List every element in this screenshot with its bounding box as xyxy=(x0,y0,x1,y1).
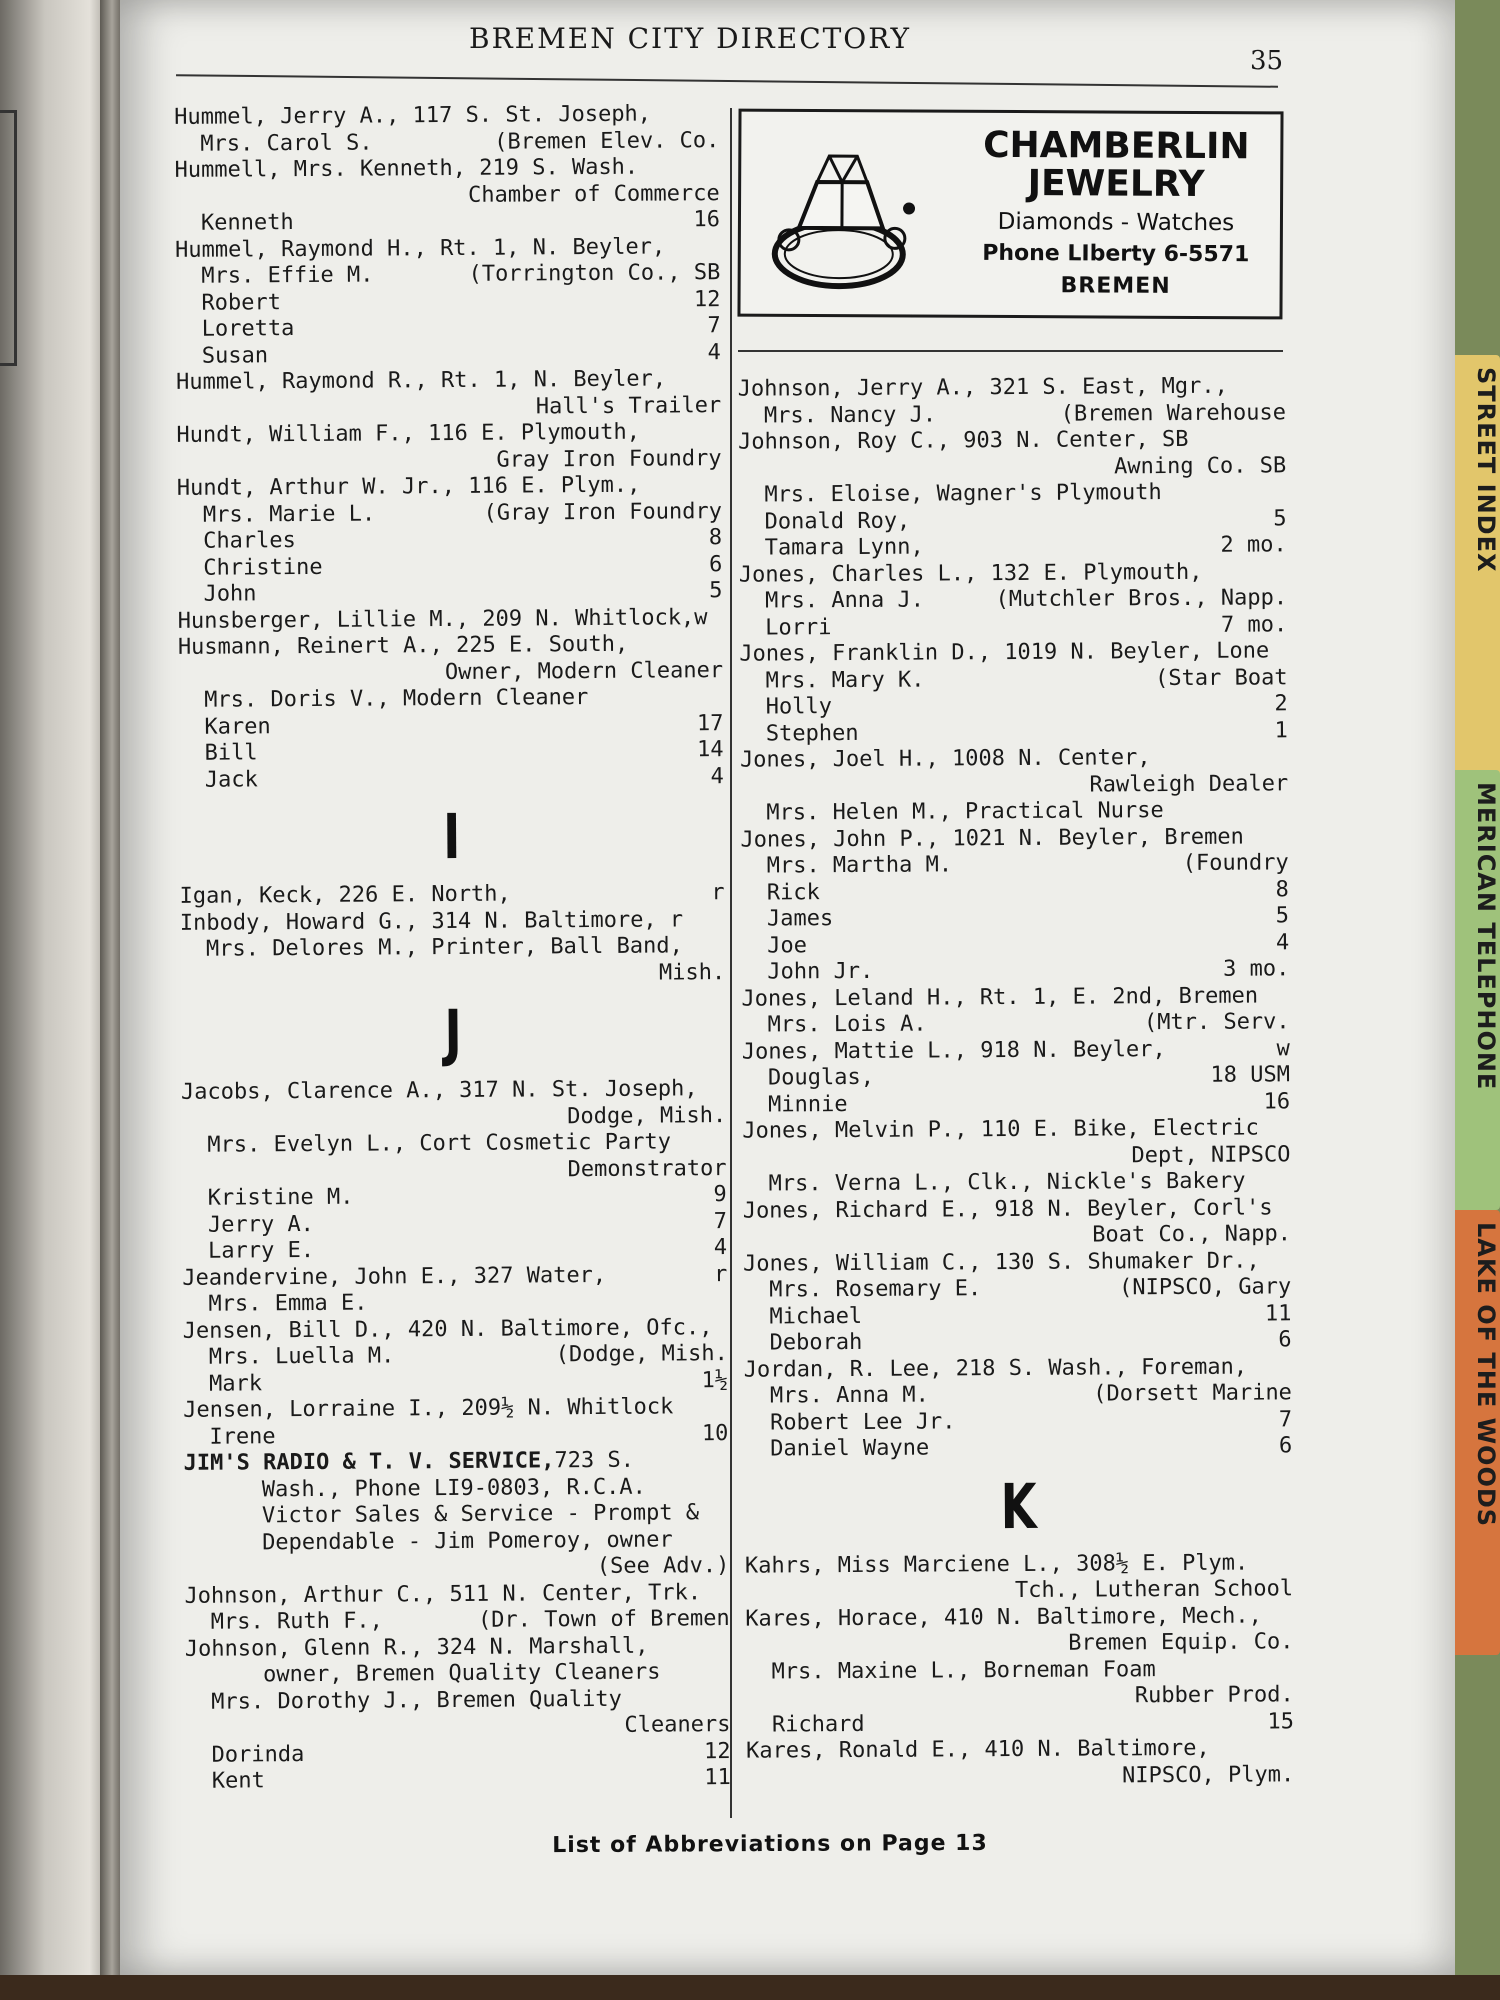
directory-entry-line xyxy=(746,1656,1294,1686)
directory-entry-line xyxy=(180,933,725,963)
entry-detail: 4 xyxy=(1275,929,1290,955)
directory-entry-line xyxy=(740,744,1288,774)
entry-text: Mrs. Marie L. xyxy=(202,501,376,528)
directory-entry-line xyxy=(744,1407,1292,1437)
directory-entry-line xyxy=(739,585,1287,615)
entry-detail: 10 xyxy=(701,1420,729,1446)
entry-detail: 4 xyxy=(707,339,721,365)
directory-entry-line xyxy=(743,1248,1291,1278)
entry-text: Loretta xyxy=(201,316,295,342)
directory-entry-line xyxy=(742,1089,1290,1119)
entry-text: Husmann, Reinert A., 225 E. South, xyxy=(177,631,629,660)
diamond-ring-icon xyxy=(758,142,939,313)
directory-entry-line xyxy=(177,525,722,555)
entry-text: Johnson, Glenn R., 324 N. Marshall, xyxy=(184,1633,649,1662)
entry-text: Lorri xyxy=(765,614,832,641)
entry-detail: 5 xyxy=(1273,505,1287,531)
entry-text: Mrs. Emma E. xyxy=(208,1290,368,1317)
directory-entry-line xyxy=(744,1327,1292,1357)
directory-entry-line xyxy=(184,1527,729,1557)
entry-detail: Dodge, Mish. xyxy=(567,1102,727,1129)
ad-city: BREMEN xyxy=(1060,273,1171,299)
directory-entry-line xyxy=(740,771,1288,801)
directory-entry-line xyxy=(184,1447,729,1477)
directory-entry-line xyxy=(179,764,724,794)
entry-detail: 3 mo. xyxy=(1223,956,1290,982)
entry-detail: 7 xyxy=(713,1208,727,1234)
directory-entry-line xyxy=(178,631,723,661)
left-column-entries xyxy=(174,101,731,1795)
entry-text: Robert Lee Jr. xyxy=(769,1408,956,1436)
directory-entry-line xyxy=(174,101,719,131)
directory-entry-line xyxy=(185,1659,730,1689)
entry-text: Mrs. Anna M. xyxy=(769,1382,929,1409)
entry-text: Rick xyxy=(766,879,820,906)
directory-entry-line xyxy=(744,1354,1292,1384)
entry-text: Daniel Wayne xyxy=(770,1435,930,1462)
table-surface xyxy=(0,1975,1500,2000)
entry-detail: 1 xyxy=(1274,717,1288,743)
entry-detail: (Torrington Co., SB xyxy=(468,260,721,287)
entry-text: Karen xyxy=(204,713,271,740)
entry-text: Jones, John P., 1021 N. Beyler, Bremen xyxy=(740,824,1244,853)
entry-detail: NIPSCO, Plym. xyxy=(1121,1761,1295,1788)
entry-detail: 2 mo. xyxy=(1220,532,1287,558)
directory-entry-line xyxy=(742,1009,1290,1039)
entry-text: Jensen, Bill D., 420 N. Baltimore, Ofc., xyxy=(182,1314,713,1344)
entry-detail: Bremen Equip. Co. xyxy=(1068,1629,1294,1656)
entry-text: Jensen, Lorraine I., 209½ N. Whitlock xyxy=(183,1394,674,1423)
entry-text: Hummel, Raymond H., Rt. 1, N. Beyler, xyxy=(175,233,666,263)
entry-text: Mrs. Delores M., Printer, Ball Band, xyxy=(205,933,683,962)
entry-detail: 9 xyxy=(713,1182,727,1208)
entry-text: Mrs. Rosemary E. xyxy=(769,1276,982,1303)
entry-text: Jacobs, Clarence A., 317 N. St. Joseph, xyxy=(180,1076,698,1105)
entry-text: Holly xyxy=(765,694,833,720)
directory-entry-line xyxy=(739,638,1287,668)
directory-entry-line xyxy=(182,1182,727,1212)
entry-text: Mrs. Ruth F., xyxy=(210,1608,383,1635)
directory-entry-line xyxy=(178,684,723,714)
directory-entry-line xyxy=(177,578,722,608)
column-divider xyxy=(730,108,732,1818)
entry-detail: 4 xyxy=(710,763,724,789)
entry-detail: Awning Co. SB xyxy=(1113,452,1287,479)
entry-detail: 17 xyxy=(696,710,724,736)
directory-entry-line xyxy=(741,903,1289,933)
entry-text: Kares, Horace, 410 N. Baltimore, Mech., xyxy=(745,1603,1262,1632)
entry-detail: 11 xyxy=(704,1765,731,1791)
directory-entry-line xyxy=(741,877,1289,907)
entry-text: Jones, Franklin D., 1019 N. Beyler, Lone xyxy=(739,638,1270,667)
entry-text: Richard xyxy=(771,1711,865,1738)
entry-text: Mrs. Verna L., Clk., Nickle's Bakery xyxy=(768,1168,1246,1197)
entry-detail: (Gray Iron Foundry xyxy=(483,498,723,526)
entry-text: Dependable - Jim Pomeroy, owner xyxy=(262,1526,673,1555)
ad-separator-rule xyxy=(738,350,1283,352)
directory-entry-line xyxy=(182,1235,727,1265)
entry-text: Jeandervine, John E., 327 Water, xyxy=(182,1262,607,1291)
entry-text: Hundt, William F., 116 E. Plymouth, xyxy=(176,419,641,448)
directory-entry-line xyxy=(738,400,1286,430)
entry-text: James xyxy=(766,906,834,932)
entry-detail: 7 xyxy=(707,313,721,339)
entry-text: Irene xyxy=(209,1423,276,1450)
entry-text: Jones, Charles L., 132 E. Plymouth, xyxy=(738,559,1203,588)
entry-text: Donald Roy, xyxy=(764,508,911,535)
entry-text: Minnie xyxy=(768,1091,848,1118)
entry-detail: 12 xyxy=(704,1738,731,1764)
directory-entry-line xyxy=(181,1103,726,1133)
entry-detail: 5 xyxy=(1275,903,1290,929)
directory-entry-line xyxy=(177,499,722,529)
entry-text: Inbody, Howard G., 314 N. Baltimore, r xyxy=(179,906,684,936)
entry-text: Bill xyxy=(204,740,258,766)
directory-entry-line xyxy=(176,366,721,396)
directory-entry-line xyxy=(185,1712,730,1742)
entry-detail: (See Adv.) xyxy=(596,1553,730,1580)
directory-entry-line xyxy=(177,472,722,502)
entry-detail: 4 xyxy=(713,1235,728,1261)
directory-entry-line xyxy=(738,426,1286,456)
directory-entry-line xyxy=(743,1221,1291,1251)
directory-entry-line xyxy=(181,1129,726,1159)
chamberlin-jewelry-ad xyxy=(737,109,1283,320)
entry-text: Johnson, Roy C., 903 N. Center, SB xyxy=(738,426,1189,455)
directory-entry-line xyxy=(176,313,721,343)
directory-entry-line xyxy=(186,1765,731,1795)
directory-entry-line xyxy=(176,393,721,423)
directory-entry-line xyxy=(184,1580,729,1610)
directory-entry-line xyxy=(746,1682,1294,1712)
directory-entry-line xyxy=(740,824,1288,854)
directory-entry-line xyxy=(741,956,1289,986)
entry-detail: 15 xyxy=(1267,1708,1294,1734)
entry-text: Mark xyxy=(208,1370,263,1397)
ad-name-line1: CHAMBERLIN xyxy=(983,124,1250,168)
directory-entry-line xyxy=(181,1076,726,1106)
directory-entry-line xyxy=(739,665,1287,695)
directory-entry-line xyxy=(175,207,720,237)
entry-text: Joe xyxy=(767,932,807,959)
entry-detail: 16 xyxy=(693,207,721,233)
directory-entry-line xyxy=(182,1209,727,1239)
ad-name-line2: JEWELRY xyxy=(1027,163,1205,206)
tab-street-index[interactable]: STREET INDEX xyxy=(1455,355,1500,785)
right-column-entries xyxy=(738,373,1295,1791)
business-name: JIM'S RADIO & T. V. SERVICE, xyxy=(183,1448,555,1476)
entry-text: Douglas, xyxy=(767,1064,875,1091)
entry-detail: (Dodge, Mish. xyxy=(555,1341,728,1368)
entry-detail: 7 mo. xyxy=(1220,611,1288,638)
entry-text: Mrs. Anna J. xyxy=(764,587,925,614)
adjacent-page-box xyxy=(0,110,17,366)
directory-entry-line xyxy=(746,1762,1294,1792)
directory-entry-line xyxy=(738,479,1286,509)
entry-detail: 6 xyxy=(1278,1433,1293,1459)
directory-entry-line xyxy=(180,880,725,910)
directory-entry-line xyxy=(739,612,1287,642)
entry-text: Jones, Melvin P., 110 E. Bike, Electric xyxy=(742,1115,1259,1144)
entry-detail: Dept, NIPSCO xyxy=(1131,1141,1291,1168)
directory-entry-line xyxy=(744,1380,1292,1410)
entry-detail: Rubber Prod. xyxy=(1134,1682,1294,1709)
ad-phone: Phone LIberty 6-5571 xyxy=(982,240,1250,268)
directory-entry-line xyxy=(745,1550,1293,1580)
directory-entry-line xyxy=(742,1062,1290,1092)
entry-detail: (Foundry xyxy=(1182,850,1289,876)
directory-entry-line xyxy=(740,691,1288,721)
directory-entry-line xyxy=(180,907,725,937)
entry-detail: 7 xyxy=(1278,1406,1293,1432)
directory-entry-line xyxy=(181,1156,726,1186)
directory-entry-line xyxy=(185,1686,730,1716)
entry-detail: 8 xyxy=(708,525,723,551)
entry-text: Kares, Ronald E., 410 N. Baltimore, xyxy=(746,1735,1210,1764)
directory-entry-line xyxy=(741,983,1289,1013)
directory-entry-line xyxy=(738,453,1286,483)
entry-text: Kent xyxy=(211,1768,265,1794)
directory-entry-line xyxy=(742,1142,1290,1172)
entry-text: Igan, Keck, 226 E. North, xyxy=(179,881,511,909)
directory-entry-line xyxy=(185,1606,730,1636)
directory-entry-line xyxy=(177,552,722,582)
directory-entry-line xyxy=(184,1474,729,1504)
directory-entry-line xyxy=(175,181,720,211)
page-footer: List of Abbreviations on Page 13 xyxy=(552,1830,988,1859)
entry-detail: w xyxy=(1276,1035,1290,1061)
entry-text: Mrs. Helen M., Practical Nurse xyxy=(766,798,1164,826)
entry-text: 723 S. xyxy=(554,1447,635,1474)
entry-text: owner, Bremen Quality Cleaners xyxy=(262,1659,661,1688)
directory-entry-line xyxy=(180,960,725,990)
entry-text: Mrs. Maxine L., Borneman Foam xyxy=(771,1656,1156,1685)
directory-entry-line xyxy=(746,1735,1294,1765)
directory-entry-line xyxy=(184,1553,729,1583)
entry-detail: (Dr. Town of Bremen xyxy=(477,1606,730,1633)
directory-entry-line xyxy=(742,1036,1290,1066)
section-letter: K xyxy=(1000,1469,1037,1543)
entry-text: Mrs. Eloise, Wagner's Plymouth xyxy=(764,480,1162,508)
entry-text: Larry E. xyxy=(208,1237,315,1264)
entry-text: Johnson, Jerry A., 321 S. East, Mgr., xyxy=(737,373,1228,402)
entry-detail: Chamber of Commerce xyxy=(467,180,720,208)
entry-detail: Rawleigh Dealer xyxy=(1089,770,1289,798)
directory-entry-line xyxy=(741,930,1289,960)
entry-detail: 11 xyxy=(1264,1300,1292,1326)
entry-text: Dorinda xyxy=(211,1741,305,1768)
directory-entry-line xyxy=(739,559,1287,589)
entry-text: Hunsberger, Lillie M., 209 N. Whitlock,w xyxy=(177,604,708,634)
entry-detail: 8 xyxy=(1275,876,1289,902)
directory-entry-line xyxy=(740,718,1288,748)
entry-text: Mrs. Dorothy J., Bremen Quality xyxy=(211,1686,622,1715)
entry-text: John Jr. xyxy=(767,958,874,985)
directory-entry-line xyxy=(178,605,723,635)
directory-entry-line xyxy=(745,1629,1293,1659)
entry-text: Robert xyxy=(201,289,282,316)
tab-lake-of-the-woods[interactable]: LAKE OF THE WOODS xyxy=(1455,1210,1500,1655)
directory-entry-line xyxy=(183,1421,728,1451)
directory-entry-line xyxy=(178,711,723,741)
entry-text: Kahrs, Miss Marciene L., 308½ E. Plym. xyxy=(744,1550,1249,1579)
directory-entry-line xyxy=(741,850,1289,880)
entry-text: Christine xyxy=(203,554,323,581)
entry-text: Charles xyxy=(203,528,296,554)
entry-text: Tamara Lynn, xyxy=(764,534,924,561)
directory-entry-line xyxy=(174,154,719,184)
entry-detail: 6 xyxy=(1278,1327,1292,1353)
adjacent-page xyxy=(0,0,112,2000)
entry-text: Wash., Phone LI9-0803, R.C.A. xyxy=(261,1474,646,1502)
directory-entry-line xyxy=(174,128,719,158)
entry-text: Victor Sales & Service - Prompt & xyxy=(261,1500,700,1529)
entry-detail: 1½ xyxy=(701,1367,729,1393)
entry-text: Mrs. Effie M. xyxy=(201,262,374,289)
entry-text: Jones, Joel H., 1008 N. Center, xyxy=(739,745,1151,773)
directory-entry-line xyxy=(738,373,1286,403)
entry-detail: (Bremen Warehouse xyxy=(1060,399,1286,427)
entry-text: Jerry A. xyxy=(207,1211,314,1238)
directory-entry-line xyxy=(742,1115,1290,1145)
page-title: BREMEN CITY DIRECTORY xyxy=(469,22,911,55)
entry-detail: r xyxy=(713,1261,728,1287)
entry-text: Mrs. Lois A. xyxy=(767,1011,927,1038)
entry-detail: 2 xyxy=(1274,691,1288,717)
entry-text: Jones, William C., 130 S. Shumaker Dr., xyxy=(743,1248,1260,1277)
entry-detail: 16 xyxy=(1263,1088,1291,1114)
entry-detail: Gray Iron Foundry xyxy=(496,445,722,473)
entry-text: Jack xyxy=(204,766,258,793)
entry-text: Hummel, Jerry A., 117 S. St. Joseph, xyxy=(174,101,652,130)
entry-text: Mrs. Martha M. xyxy=(766,852,953,879)
directory-entry-line xyxy=(745,1576,1293,1606)
directory-entry-line xyxy=(182,1262,727,1292)
entry-detail: Demonstrator xyxy=(567,1155,727,1182)
directory-entry-line xyxy=(182,1288,727,1318)
entry-detail: Hall's Trailer xyxy=(535,392,722,419)
directory-entry-line xyxy=(743,1168,1291,1198)
entry-detail: (Mutchler Bros., Napp. xyxy=(995,585,1288,613)
entry-detail: 18 USM xyxy=(1210,1062,1291,1088)
entry-text: Michael xyxy=(769,1303,863,1330)
entry-detail: (NIPSCO, Gary xyxy=(1118,1274,1292,1301)
directory-entry-line xyxy=(183,1368,728,1398)
entry-text: Johnson, Arthur C., 511 N. Center, Trk. xyxy=(184,1579,702,1609)
entry-detail: Boat Co., Napp. xyxy=(1092,1221,1292,1248)
entry-detail: (Star Boat xyxy=(1155,664,1288,691)
directory-entry-line xyxy=(746,1709,1294,1739)
entry-text: Kenneth xyxy=(200,210,294,236)
directory-entry-line xyxy=(185,1633,730,1663)
entry-text: Hummel, Raymond R., Rt. 1, N. Beyler, xyxy=(175,366,667,395)
entry-detail: (Bremen Elev. Co. xyxy=(494,127,720,155)
entry-detail: Mish. xyxy=(658,959,726,986)
entry-text: Kristine M. xyxy=(207,1184,354,1211)
entry-detail: r xyxy=(711,880,725,906)
ad-tagline: Diamonds - Watches xyxy=(997,208,1235,237)
entry-detail: 12 xyxy=(693,286,721,312)
entry-text: Stephen xyxy=(765,720,859,747)
entry-text: Jones, Mattie L., 918 N. Beyler, xyxy=(741,1036,1166,1065)
section-letter: J xyxy=(444,995,462,1070)
entry-text: Jordan, R. Lee, 218 S. Wash., Foreman, xyxy=(743,1354,1248,1383)
ad-business-name xyxy=(961,124,1271,206)
directory-entry-line xyxy=(183,1315,728,1345)
entry-detail: 14 xyxy=(697,737,724,763)
entry-text: Mrs. Evelyn L., Cort Cosmetic Party xyxy=(207,1129,672,1158)
directory-entry-line xyxy=(743,1195,1291,1225)
directory-entry-line xyxy=(175,260,720,290)
entry-text: Mrs. Carol S. xyxy=(200,130,373,157)
directory-entry-line xyxy=(186,1739,731,1769)
directory-entry-line xyxy=(738,506,1286,536)
directory-entry-line xyxy=(743,1274,1291,1304)
entry-detail: (Mtr. Serv. xyxy=(1143,1009,1290,1036)
entry-text: Deborah xyxy=(769,1329,863,1356)
entry-text: Mrs. Nancy J. xyxy=(763,401,937,429)
directory-entry-line xyxy=(176,419,721,449)
entry-text: John xyxy=(203,581,257,607)
entry-text: Jones, Leland H., Rt. 1, E. 2nd, Bremen xyxy=(741,983,1259,1012)
directory-entry-line xyxy=(179,737,724,767)
entry-text: Mrs. Luella M. xyxy=(208,1343,395,1370)
entry-detail: 6 xyxy=(708,551,723,577)
page-edge-tabs xyxy=(1455,0,1500,2000)
directory-entry-line xyxy=(175,287,720,317)
entry-text: Hundt, Arthur W. Jr., 116 E. Plym., xyxy=(176,472,641,501)
entry-detail: (Dorsett Marine xyxy=(1093,1380,1292,1407)
directory-entry-line xyxy=(183,1394,728,1424)
directory-entry-line xyxy=(184,1500,729,1530)
entry-text: Jones, Richard E., 918 N. Beyler, Corl's xyxy=(742,1194,1273,1224)
directory-entry-line xyxy=(175,234,720,264)
entry-text: Susan xyxy=(201,342,269,369)
directory-entry-line xyxy=(177,446,722,476)
entry-detail: Owner, Modern Cleaner xyxy=(444,657,724,685)
directory-entry-line xyxy=(745,1603,1293,1633)
entry-text: Mrs. Mary K. xyxy=(765,667,925,694)
directory-entry-line xyxy=(183,1341,728,1371)
entry-text: Hummell, Mrs. Kenneth, 219 S. Wash. xyxy=(174,154,639,183)
entry-detail: 5 xyxy=(709,578,723,604)
entry-text: Mrs. Doris V., Modern Cleaner xyxy=(204,685,589,713)
directory-entry-line xyxy=(739,532,1287,562)
directory-entry-line xyxy=(743,1301,1291,1331)
directory-entry-line xyxy=(176,340,721,370)
section-letter: I xyxy=(442,799,461,874)
entry-detail: Cleaners xyxy=(624,1712,731,1738)
directory-entry-line xyxy=(178,658,723,688)
directory-entry-line xyxy=(740,797,1288,827)
page-number: 35 xyxy=(1250,46,1284,76)
entry-detail: Tch., Lutheran School xyxy=(1014,1576,1294,1604)
directory-entry-line xyxy=(744,1433,1292,1463)
tab-telephone[interactable]: MERICAN TELEPHONE xyxy=(1455,770,1500,1210)
